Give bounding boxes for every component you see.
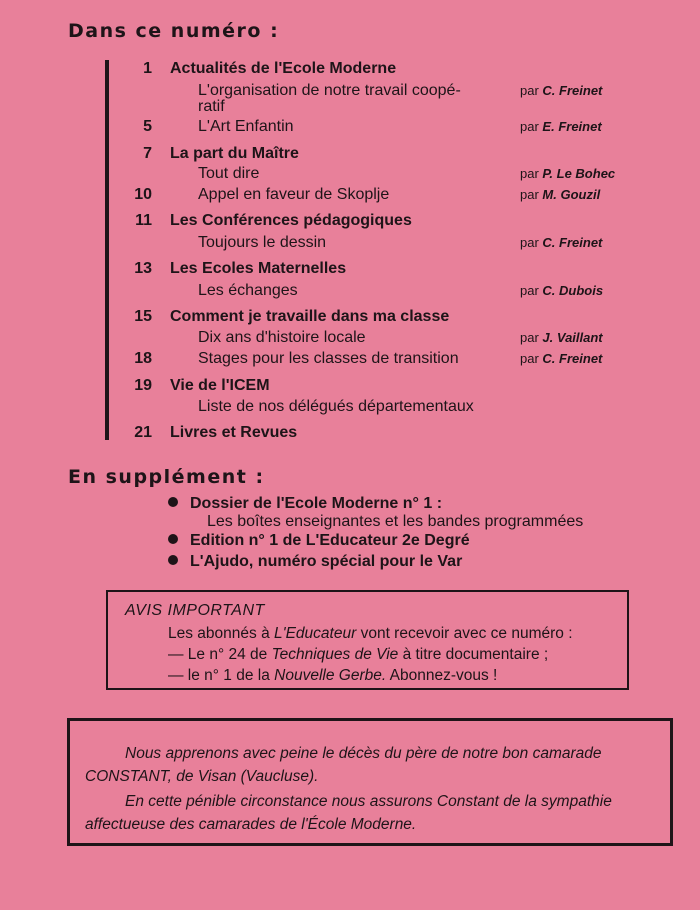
toc-author: par C. Dubois [520,283,604,298]
obituary-line-1: Nous apprenons avec peine le décès du père de notre bon camarade [125,745,602,762]
toc-row [0,210,700,231]
supplement-item-edition: Edition n° 1 de L'Educateur 2e Degré [168,530,470,551]
toc-row [0,258,700,279]
supplement-item-ajudo: L'Ajudo, numéro spécial pour le Var [168,551,462,572]
toc-row [0,96,700,117]
toc-row [0,58,700,79]
toc-author: par C. Freinet [520,83,603,98]
toc-row [0,327,700,348]
toc-article: Stages pour les classes de transition [198,350,459,367]
page-number: 21 [134,424,152,441]
toc-heading: Actualités de l'Ecole Moderne [170,60,397,77]
page-number: 13 [134,260,152,277]
obituary-line-2: CONSTANT, de Visan (Vaucluse). [85,768,319,785]
notice-title: AVIS IMPORTANT [125,602,265,619]
toc-author: par C. Freinet [520,351,603,366]
toc-article: L'organisation de notre travail coopé- [198,82,461,99]
notice-line-1: Les abonnés à L'Educateur vont recevoir avec ce numéro : [168,625,573,642]
contents-heading: Dans ce numéro : [68,20,280,42]
toc-heading: Les Ecoles Maternelles [170,260,347,277]
toc-article: Tout dire [198,165,260,182]
toc-row [0,422,700,443]
supplement-item-dossier: Dossier de l'Ecole Moderne n° 1 : [168,493,442,514]
toc-heading: La part du Maître [170,145,299,162]
page-number: 10 [134,186,152,203]
page-number: 7 [143,145,152,162]
toc-heading: Comment je travaille dans ma classe [170,308,450,325]
toc-heading: Vie de l'ICEM [170,377,270,394]
page-number: 19 [134,377,152,394]
supplement-item-dossier-detail: Les boîtes enseignantes et les bandes programmées [207,513,584,530]
toc-row [0,306,700,327]
toc-article: Appel en faveur de Skoplje [198,186,390,203]
toc-article: L'Art Enfantin [198,118,294,135]
bullet-icon [168,555,178,565]
bullet-icon [168,497,178,507]
toc-author: par E. Freinet [520,119,602,134]
toc-article: Dix ans d'histoire locale [198,329,366,346]
toc-row [0,348,700,369]
obituary-line-4: affectueuse des camarades de l'École Moderne. [85,816,417,833]
obituary-box [67,718,673,846]
toc-row [0,375,700,396]
toc-row [0,232,700,253]
notice-line-2: — Le n° 24 de Techniques de Vie à titre documentaire ; [168,646,549,663]
toc-article: Toujours le dessin [198,234,327,251]
toc-author: par J. Vaillant [520,330,603,345]
supplement-heading: En supplément : [68,466,265,488]
obituary-line-3: En cette pénible circonstance nous assurons Constant de la sympathie [125,793,612,810]
important-notice-box [106,590,629,690]
toc-row [0,396,700,417]
page-number: 15 [134,308,152,325]
toc-row [0,116,700,137]
toc-row [0,280,700,301]
toc-heading: Les Conférences pédagogiques [170,212,412,229]
notice-line-3: — le n° 1 de la Nouvelle Gerbe. Abonnez-vous ! [168,667,498,684]
toc-row [0,184,700,205]
toc-article: Liste de nos délégués départementaux [198,398,474,415]
toc-author: par P. Le Bohec [520,166,616,181]
toc-author: par M. Gouzil [520,187,601,202]
bullet-icon [168,534,178,544]
toc-article: ratif [198,98,225,115]
toc-article: Les échanges [198,282,298,299]
toc-row [0,143,700,164]
toc-row [0,163,700,184]
page-number: 5 [143,118,152,135]
page-number: 18 [134,350,152,367]
toc-author: par C. Freinet [520,235,603,250]
page-number: 1 [143,60,152,77]
page-number: 11 [135,212,152,229]
toc-heading: Livres et Revues [170,424,298,441]
